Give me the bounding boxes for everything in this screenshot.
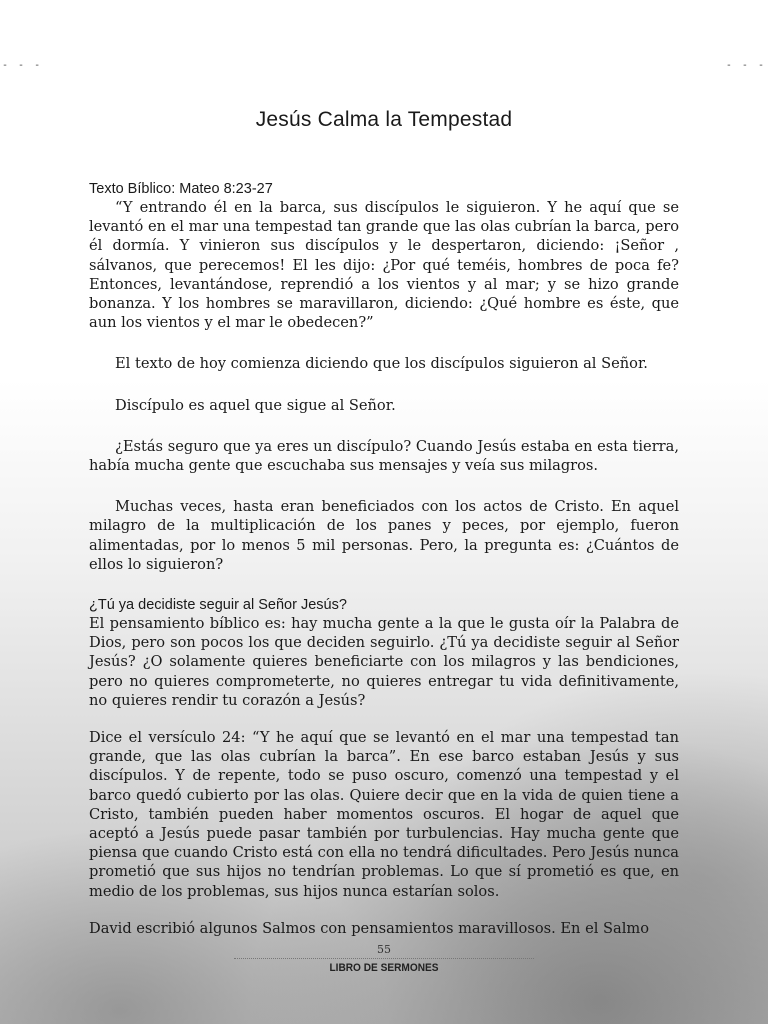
scripture-heading: Texto Bíblico: Mateo 8:23-27 — [89, 181, 273, 197]
paragraph: El texto de hoy comienza diciendo que los discípulos siguieron al Señor. — [115, 355, 648, 373]
footer-divider — [234, 958, 534, 959]
section-heading: ¿Tú ya decidiste seguir al Señor Jesús? — [89, 597, 347, 614]
section-paragraph: Dice el versículo 24: “Y he aquí que se levantó en el mar una tempestad tan grande, que las olas cubrían la barca”. En ese barco estaban Jesús y sus discípulos. Y de repente, todo se puso oscuro, comenzó una tempestad y el barco quedó cubierto por las olas. Quiere decir que en la vida de quien tiene a Cristo, también pueden haber momentos oscuros. El hogar de aquel que aceptó a Jesús puede pasar también por turbulencias. Hay mucha gente que piensa que cuando Cristo está con ella no tendrá dificultades. Pero Jesús nunca prometió que sus hijos no tendrían problemas. Lo que sí prometió es que, en medio de los problemas, sus hijos nunca estarían solos. — [89, 729, 679, 900]
section-paragraph: David escribió algunos Salmos con pensamientos maravillosos. En el Salmo — [89, 919, 650, 937]
crop-mark-right: - - - — [725, 60, 766, 71]
page-title: Jesús Calma la Tempestad — [255, 108, 513, 131]
crop-mark-left: - - - — [2, 60, 43, 71]
page-footer — [0, 944, 768, 974]
page-content — [89, 108, 679, 938]
page-number: 55 — [377, 943, 391, 956]
paragraph: ¿Estás seguro que ya eres un discípulo? Cuando Jesús estaba en esta tierra, había mucha gente que escuchaba sus mensajes y veía sus milagros. — [89, 437, 679, 475]
book-title: LIBRO DE SERMONES — [329, 962, 439, 974]
paragraph: Muchas veces, hasta eran beneficiados con los actos de Cristo. En aquel milagro de la multiplicación de los panes y peces, por ejemplo, fueron alimentadas, por lo menos 5 mil personas. Pero, la pregunta es: ¿Cuántos de ellos lo siguieron? — [89, 498, 679, 573]
paragraph: Discípulo es aquel que sigue al Señor. — [115, 396, 396, 414]
scripture-quote: “Y entrando él en la barca, sus discípulos le siguieron. Y he aquí que se levantó en el mar una tempestad tan grande que las olas cubrían la barca, pero él dormía. Y vinieron sus discípulos y le despertaron, diciendo: ¡Señor , sálvanos, que perecemos! El les dijo: ¿Por qué teméis, hombres de poca fe? Entonces, levantándose, reprendió a los vientos y al mar; y se hizo grande bonanza. Y los hombres se maravillaron, diciendo: ¿Qué hombre es éste, que aun los vientos y el mar le obedecen?” — [89, 199, 679, 332]
section-paragraph: El pensamiento bíblico es: hay mucha gente a la que le gusta oír la Palabra de Dios, pero son pocos los que deciden seguirlo. ¿Tú ya decidiste seguir al Señor Jesús? ¿O solamente quieres beneficiarte con los milagros y las bendiciones, pero no quieres comprometerte, no quieres entregar tu vida definitivamente, no quieres rendir tu corazón a Jesús? — [89, 615, 679, 709]
